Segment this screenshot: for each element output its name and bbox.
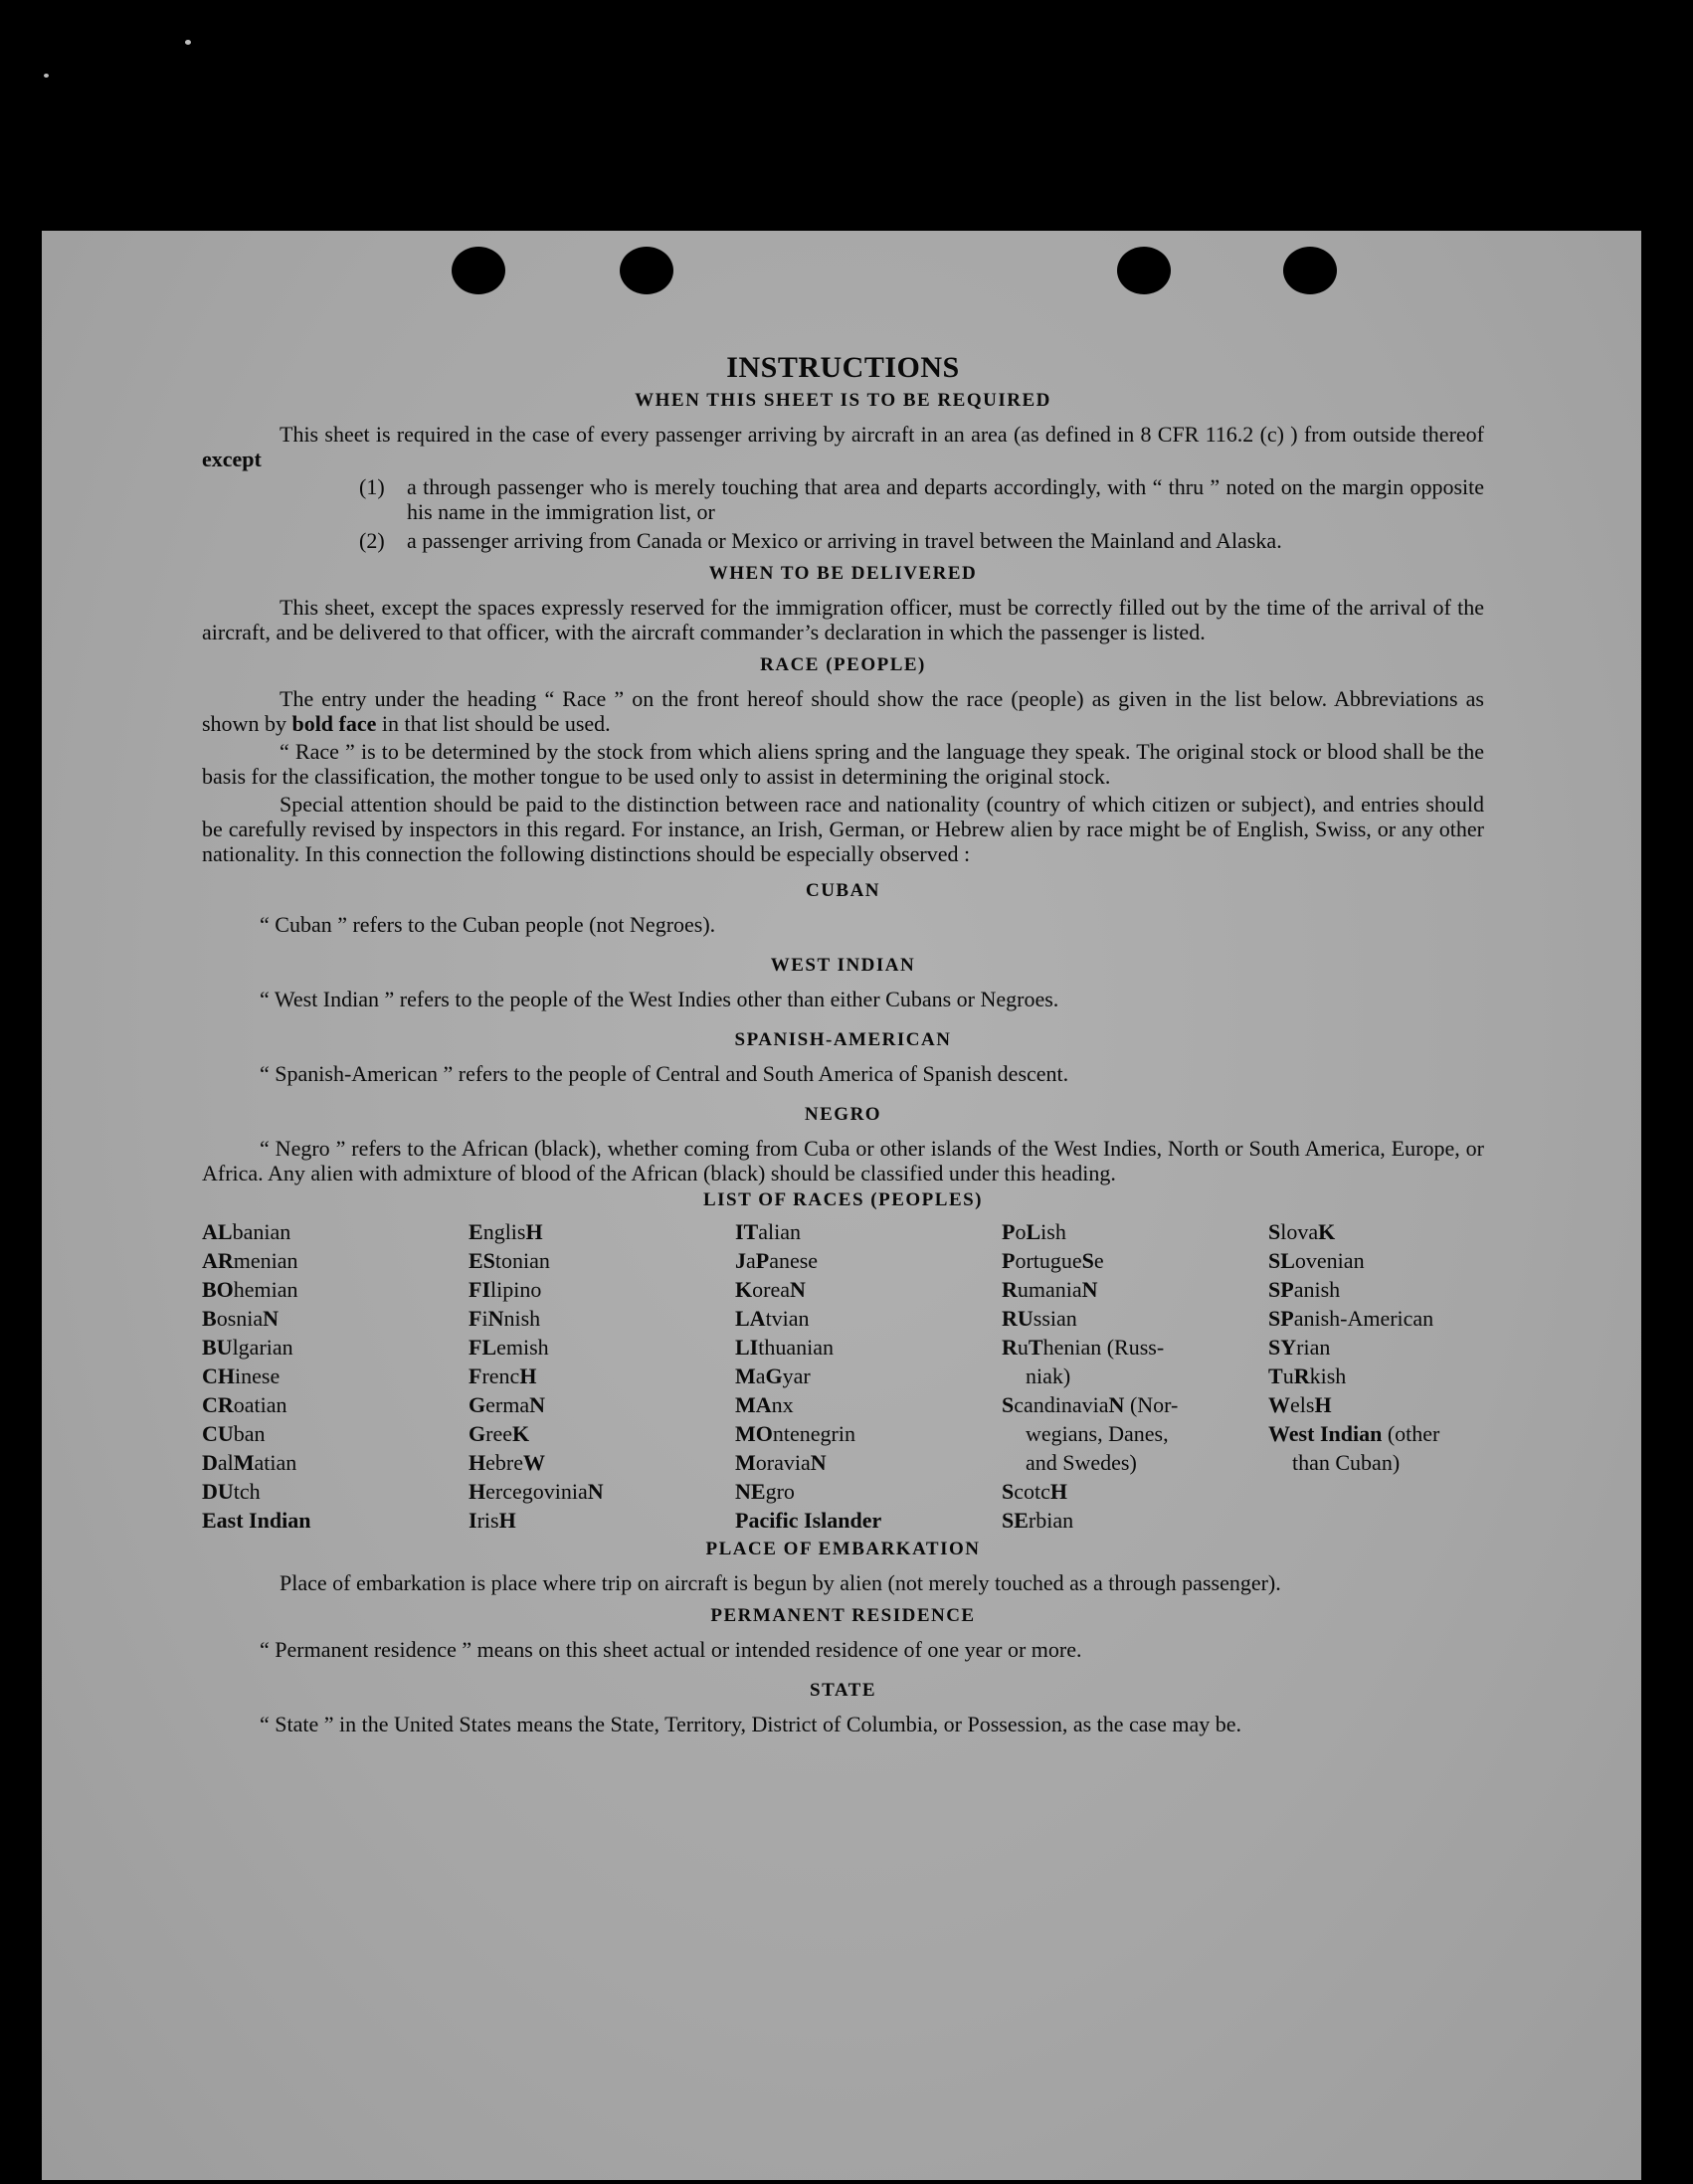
race-entry: GreeK [469,1421,530,1446]
race-entry: EStonian [469,1248,550,1273]
race-entry: MAnx [735,1392,794,1417]
races-column [469,1217,735,1535]
race-entry: MaGyar [735,1364,811,1388]
heading-when-delivered: WHEN TO BE DELIVERED [708,563,978,584]
instructions-content [202,352,1484,1739]
race-entry: NEgro [735,1479,795,1504]
race-entry: wegians, Danes, [1026,1421,1169,1446]
race-entry: EnglisH [469,1219,543,1244]
race-entry: BOhemian [202,1277,298,1302]
race-entry: ITalian [735,1219,802,1244]
residence-text: “ Permanent residence ” means on this sheet actual or intended residence of one year or more. [260,1637,1082,1662]
races-column [1268,1217,1484,1535]
heading-race: RACE (PEOPLE) [760,654,926,675]
race-entry: SYrian [1268,1335,1331,1360]
races-column [202,1217,469,1535]
race-entry: LIthuanian [735,1335,835,1360]
punch-hole [1117,247,1171,294]
exception-item-2: (2) a passenger arriving from Canada or Mexico or arriving in travel between the Mainland and Alaska. [359,528,1282,553]
heading-west-indian: WEST INDIAN [770,955,916,976]
race-entry: JaPanese [735,1248,819,1273]
race-entry: ARmenian [202,1248,298,1273]
race-entry: SLovenian [1268,1248,1365,1273]
races-column [1002,1217,1268,1535]
punch-hole [1283,247,1337,294]
race-entry: PortugueSe [1002,1248,1104,1273]
race-entry: than Cuban) [1292,1450,1401,1475]
race-entry: FIlipino [469,1277,542,1302]
punch-hole [452,247,505,294]
race-entry: MoraviaN [735,1450,827,1475]
race-entry: PoLish [1002,1219,1066,1244]
race-entry: IrisH [469,1508,516,1533]
west-indian-text: “ West Indian ” refers to the people of the West Indies other than either Cubans or Negroes. [260,987,1059,1011]
race-entry: niak) [1026,1364,1071,1388]
race-entry: DUtch [202,1479,261,1504]
heading-cuban: CUBAN [805,880,881,901]
race-entry: HercegoviniaN [469,1479,604,1504]
cuban-text: “ Cuban ” refers to the Cuban people (not Negroes). [260,912,716,937]
race-entry: West Indian (other [1268,1421,1440,1446]
race-entry: DalMatian [202,1450,297,1475]
race-entry: GermaN [469,1392,545,1417]
race-entry: RumaniaN [1002,1277,1098,1302]
exception-item-1: (1) a through passenger who is merely touching that area and departs accordingly, with “ thru ” noted on the margin opposite his name in the immigration list, or [359,474,1484,524]
race-entry: KoreaN [735,1277,806,1302]
race-paragraph-3: Special attention should be paid to the distinction between race and nationality (country of which citizen or subject), and entries should be carefully revised by inspectors in this regard. For instance, an Irish, German, or Hebrew alien by race might be of English, Swiss, or any other nationality. In this connection the following distinctions should be especially observed : [202,792,1484,866]
page-title: INSTRUCTIONS [726,351,960,384]
state-text: “ State ” in the United States means the State, Territory, District of Columbia, or Possession, as the case may be. [260,1712,1242,1736]
race-entry: MOntenegrin [735,1421,855,1446]
film-speck [185,40,191,45]
race-entry: SPanish [1268,1277,1341,1302]
race-entry: RuThenian (Russ- [1002,1335,1165,1360]
embarkation-text: Place of embarkation is place where trip on aircraft is begun by alien (not merely touched as a through passenger). [280,1570,1281,1595]
races-list [202,1217,1484,1535]
when-delivered-text: This sheet, except the spaces expressly reserved for the immigration officer, must be correctly filled out by the time of the arrival of the aircraft, and be delivered to that officer, with the aircraft commander’s declaration in which the passenger is listed. [202,595,1484,644]
heading-state: STATE [810,1680,876,1701]
document-page [42,231,1641,2180]
heading-spanish-american: SPANISH-AMERICAN [734,1029,952,1050]
race-entry: SPanish-American [1268,1306,1434,1331]
heading-residence: PERMANENT RESIDENCE [710,1605,976,1626]
race-entry: BosniaN [202,1306,280,1331]
race-entry: CRoatian [202,1392,287,1417]
race-entry: BUlgarian [202,1335,293,1360]
race-entry: ALbanian [202,1219,291,1244]
heading-embarkation: PLACE OF EMBARKATION [705,1539,981,1559]
race-entry: FiNnish [469,1306,541,1331]
race-entry: Pacific Islander [735,1508,882,1533]
film-speck [44,74,49,78]
negro-text: “ Negro ” refers to the African (black), whether coming from Cuba or other islands of the West Indies, North or South America, Europe, or Africa. Any alien with admixture of blood of the African (black) should be classified under this heading. [202,1136,1484,1185]
heading-when-required: WHEN THIS SHEET IS TO BE REQUIRED [635,390,1051,411]
race-entry: CUban [202,1421,266,1446]
race-entry: WelsH [1268,1392,1332,1417]
race-entry: and Swedes) [1026,1450,1137,1475]
race-entry: TuRkish [1268,1364,1347,1388]
race-entry: SErbian [1002,1508,1074,1533]
punch-hole [620,247,673,294]
race-entry: FLemish [469,1335,549,1360]
heading-list-of-races: LIST OF RACES (PEOPLES) [702,1189,984,1210]
race-entry: East Indian [202,1508,311,1533]
races-column [735,1217,1002,1535]
race-paragraph-1: The entry under the heading “ Race ” on the front hereof should show the race (people) as given in the list below. Abbreviations as shown by bold face in that list should be used. [202,686,1484,736]
race-entry: SlovaK [1268,1219,1336,1244]
race-entry: ScotcH [1002,1479,1068,1504]
heading-negro: NEGRO [804,1104,882,1125]
spanish-american-text: “ Spanish-American ” refers to the people of Central and South America of Spanish descent. [260,1061,1069,1086]
race-paragraph-2: “ Race ” is to be determined by the stock from which aliens spring and the language they speak. The original stock or blood shall be the basis for the classification, the mother tongue to be used only to assist in determining the original stock. [202,739,1484,789]
when-required-intro: This sheet is required in the case of every passenger arriving by aircraft in an area (as defined in 8 CFR 116.2 (c) ) from outside thereof except [202,422,1484,471]
race-entry: ScandinaviaN (Nor- [1002,1392,1179,1417]
race-entry: CHinese [202,1364,281,1388]
race-entry: LAtvian [735,1306,810,1331]
race-entry: RUssian [1002,1306,1077,1331]
race-entry: HebreW [469,1450,545,1475]
race-entry: FrencH [469,1364,537,1388]
